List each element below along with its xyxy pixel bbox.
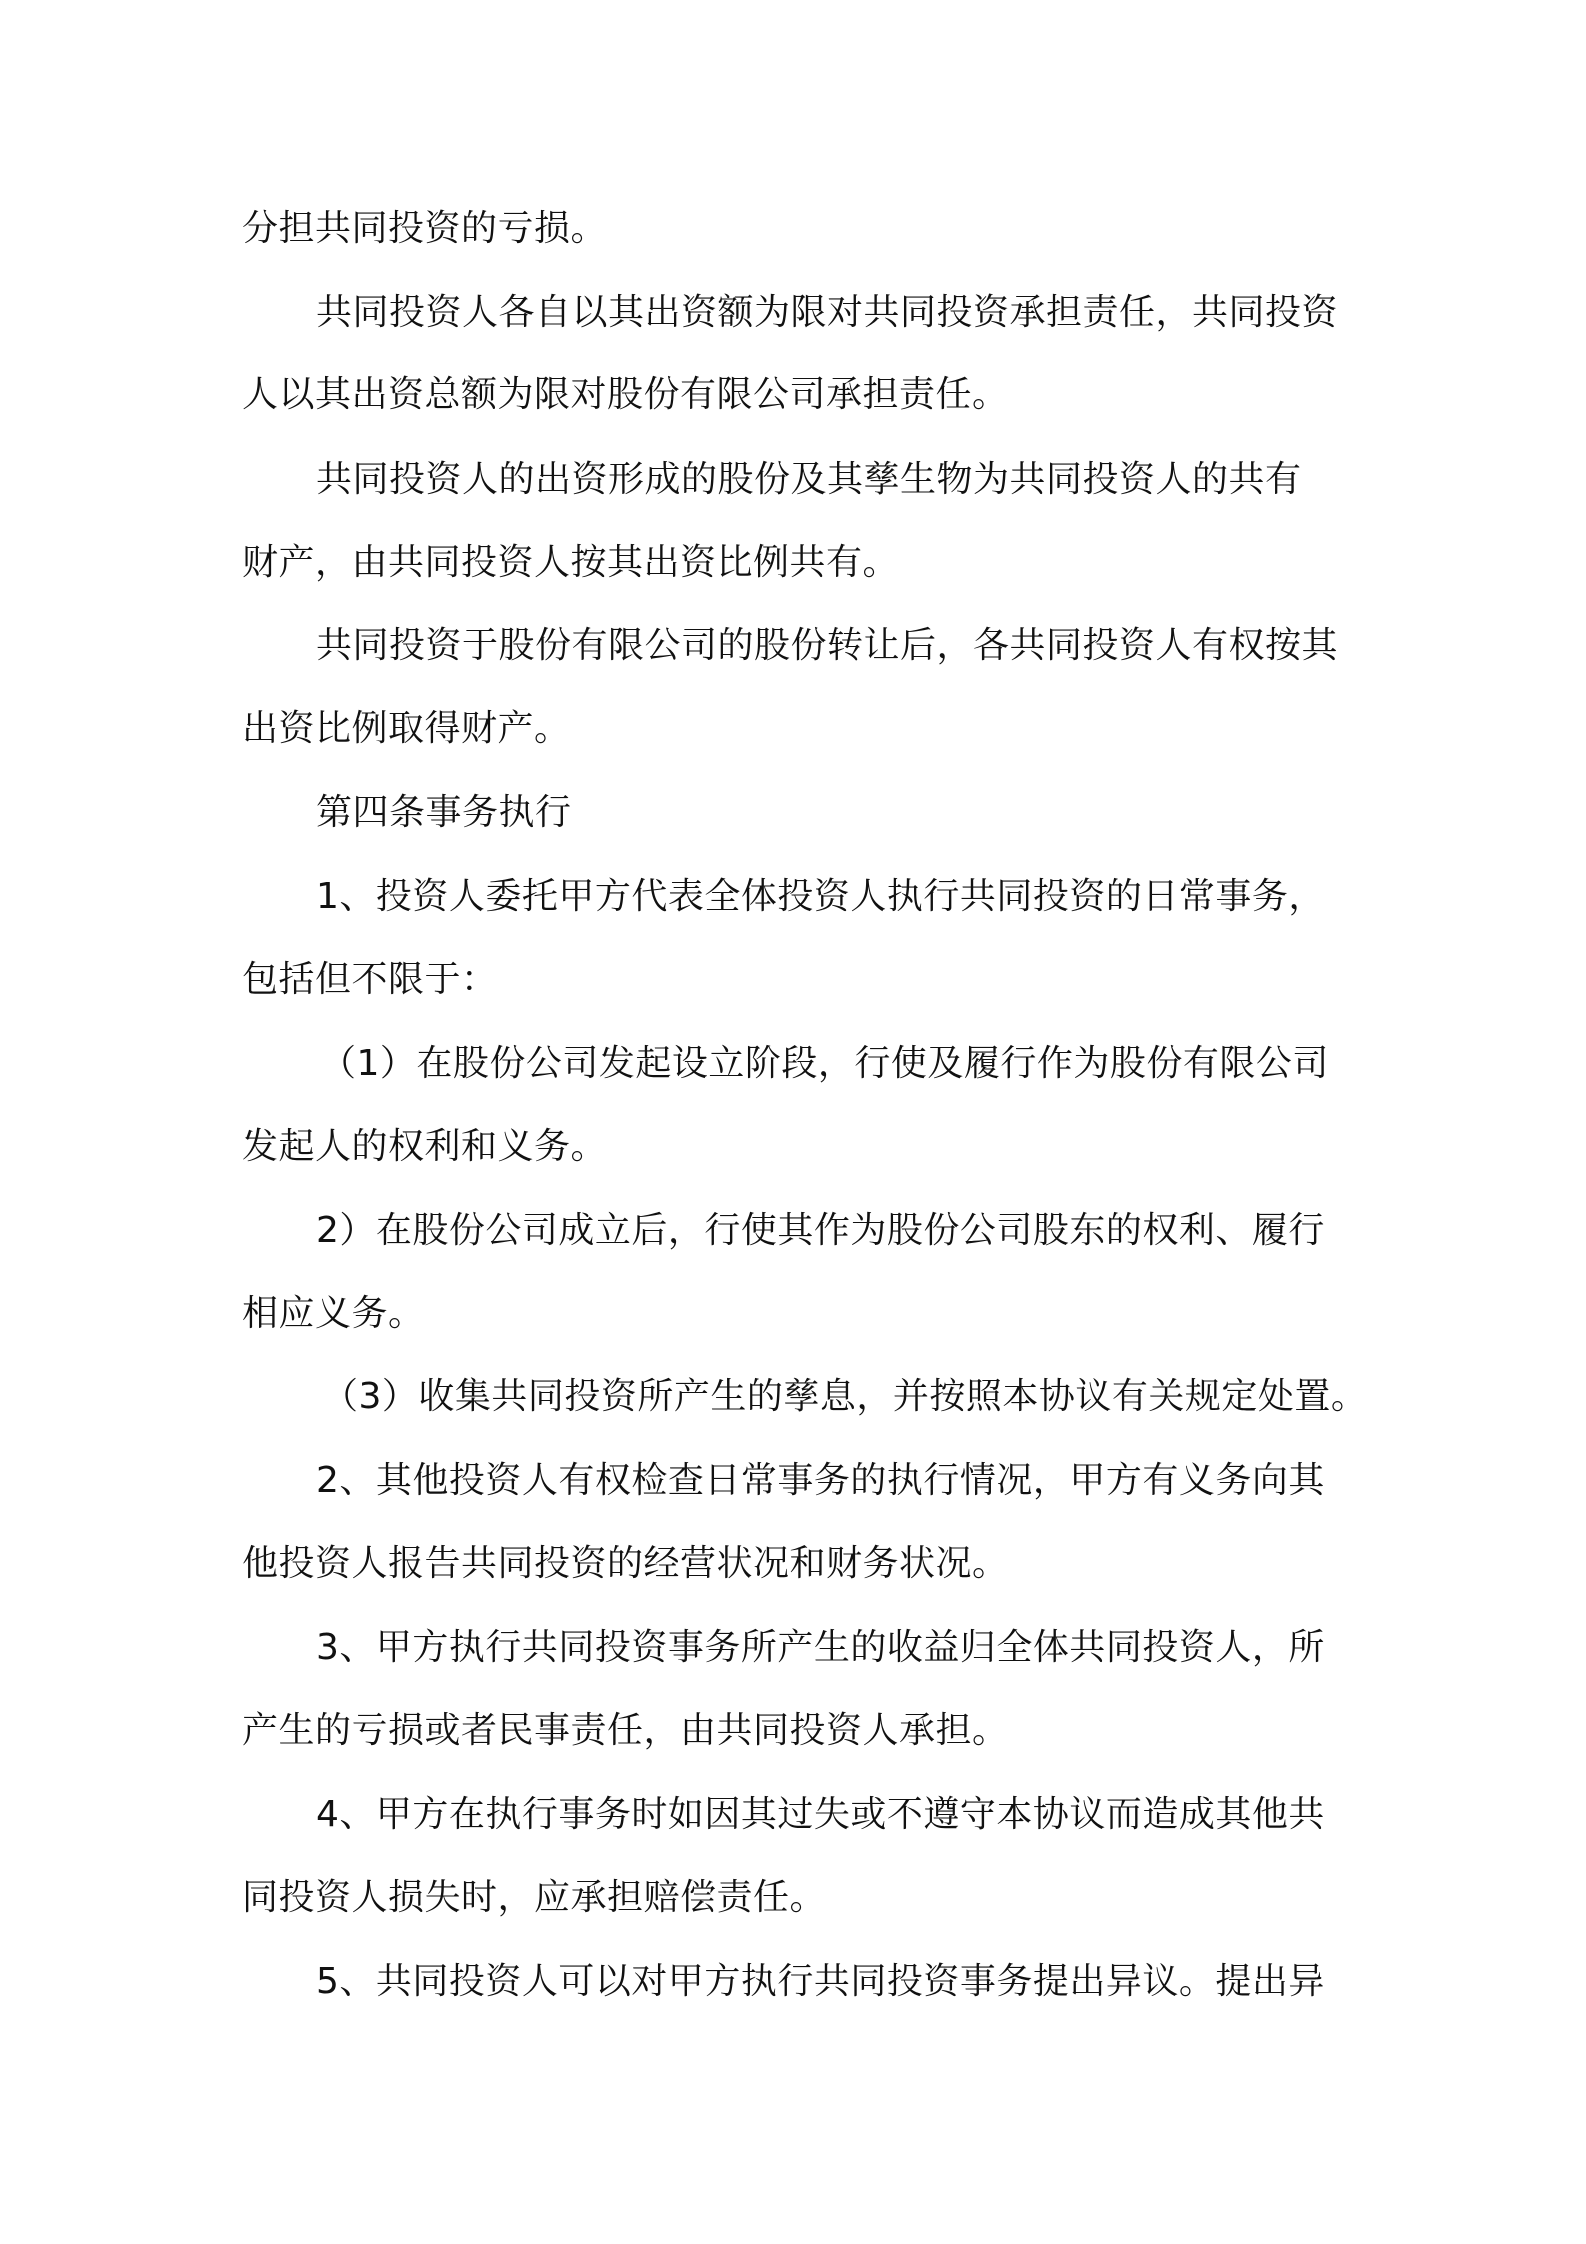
section-heading: 第四条事务执行	[316, 792, 572, 833]
text-line: （3）收集共同投资所产生的孳息，并按照本协议有关规定处置。	[322, 1376, 1368, 1417]
text-line: 财产，由共同投资人按其出资比例共有。	[242, 542, 900, 583]
text-line: 同投资人损失时，应承担赔偿责任。	[242, 1877, 827, 1918]
text-line: 人以其出资总额为限对股份有限公司承担责任。	[242, 374, 1009, 415]
text-line: 2、其他投资人有权检查日常事务的执行情况，甲方有义务向其	[316, 1460, 1325, 1501]
text-line: 他投资人报告共同投资的经营状况和财务状况。	[242, 1543, 1009, 1584]
text-line: 包括但不限于：	[242, 959, 498, 1000]
text-line: 产生的亏损或者民事责任，由共同投资人承担。	[242, 1710, 1009, 1751]
text-line: 共同投资人的出资形成的股份及其孳生物为共同投资人的共有	[316, 459, 1302, 500]
text-line: 共同投资于股份有限公司的股份转让后，各共同投资人有权按其	[316, 625, 1339, 666]
text-line: （1）在股份公司发起设立阶段，行使及履行作为股份有限公司	[320, 1043, 1329, 1084]
text-line: 1、投资人委托甲方代表全体投资人执行共同投资的日常事务，	[316, 876, 1325, 917]
text-line: 分担共同投资的亏损。	[242, 208, 608, 249]
text-line: 相应义务。	[242, 1293, 425, 1334]
text-line: 发起人的权利和义务。	[242, 1126, 608, 1167]
text-line: 共同投资人各自以其出资额为限对共同投资承担责任，共同投资	[316, 292, 1339, 333]
text-line: 2）在股份公司成立后，行使其作为股份公司股东的权利、履行	[316, 1210, 1325, 1251]
text-line: 出资比例取得财产。	[242, 708, 571, 749]
text-line: 5、共同投资人可以对甲方执行共同投资事务提出异议。提出异	[316, 1961, 1325, 2002]
text-line: 4、甲方在执行事务时如因其过失或不遵守本协议而造成其他共	[316, 1794, 1325, 1835]
text-line: 3、甲方执行共同投资事务所产生的收益归全体共同投资人，所	[316, 1627, 1325, 1668]
